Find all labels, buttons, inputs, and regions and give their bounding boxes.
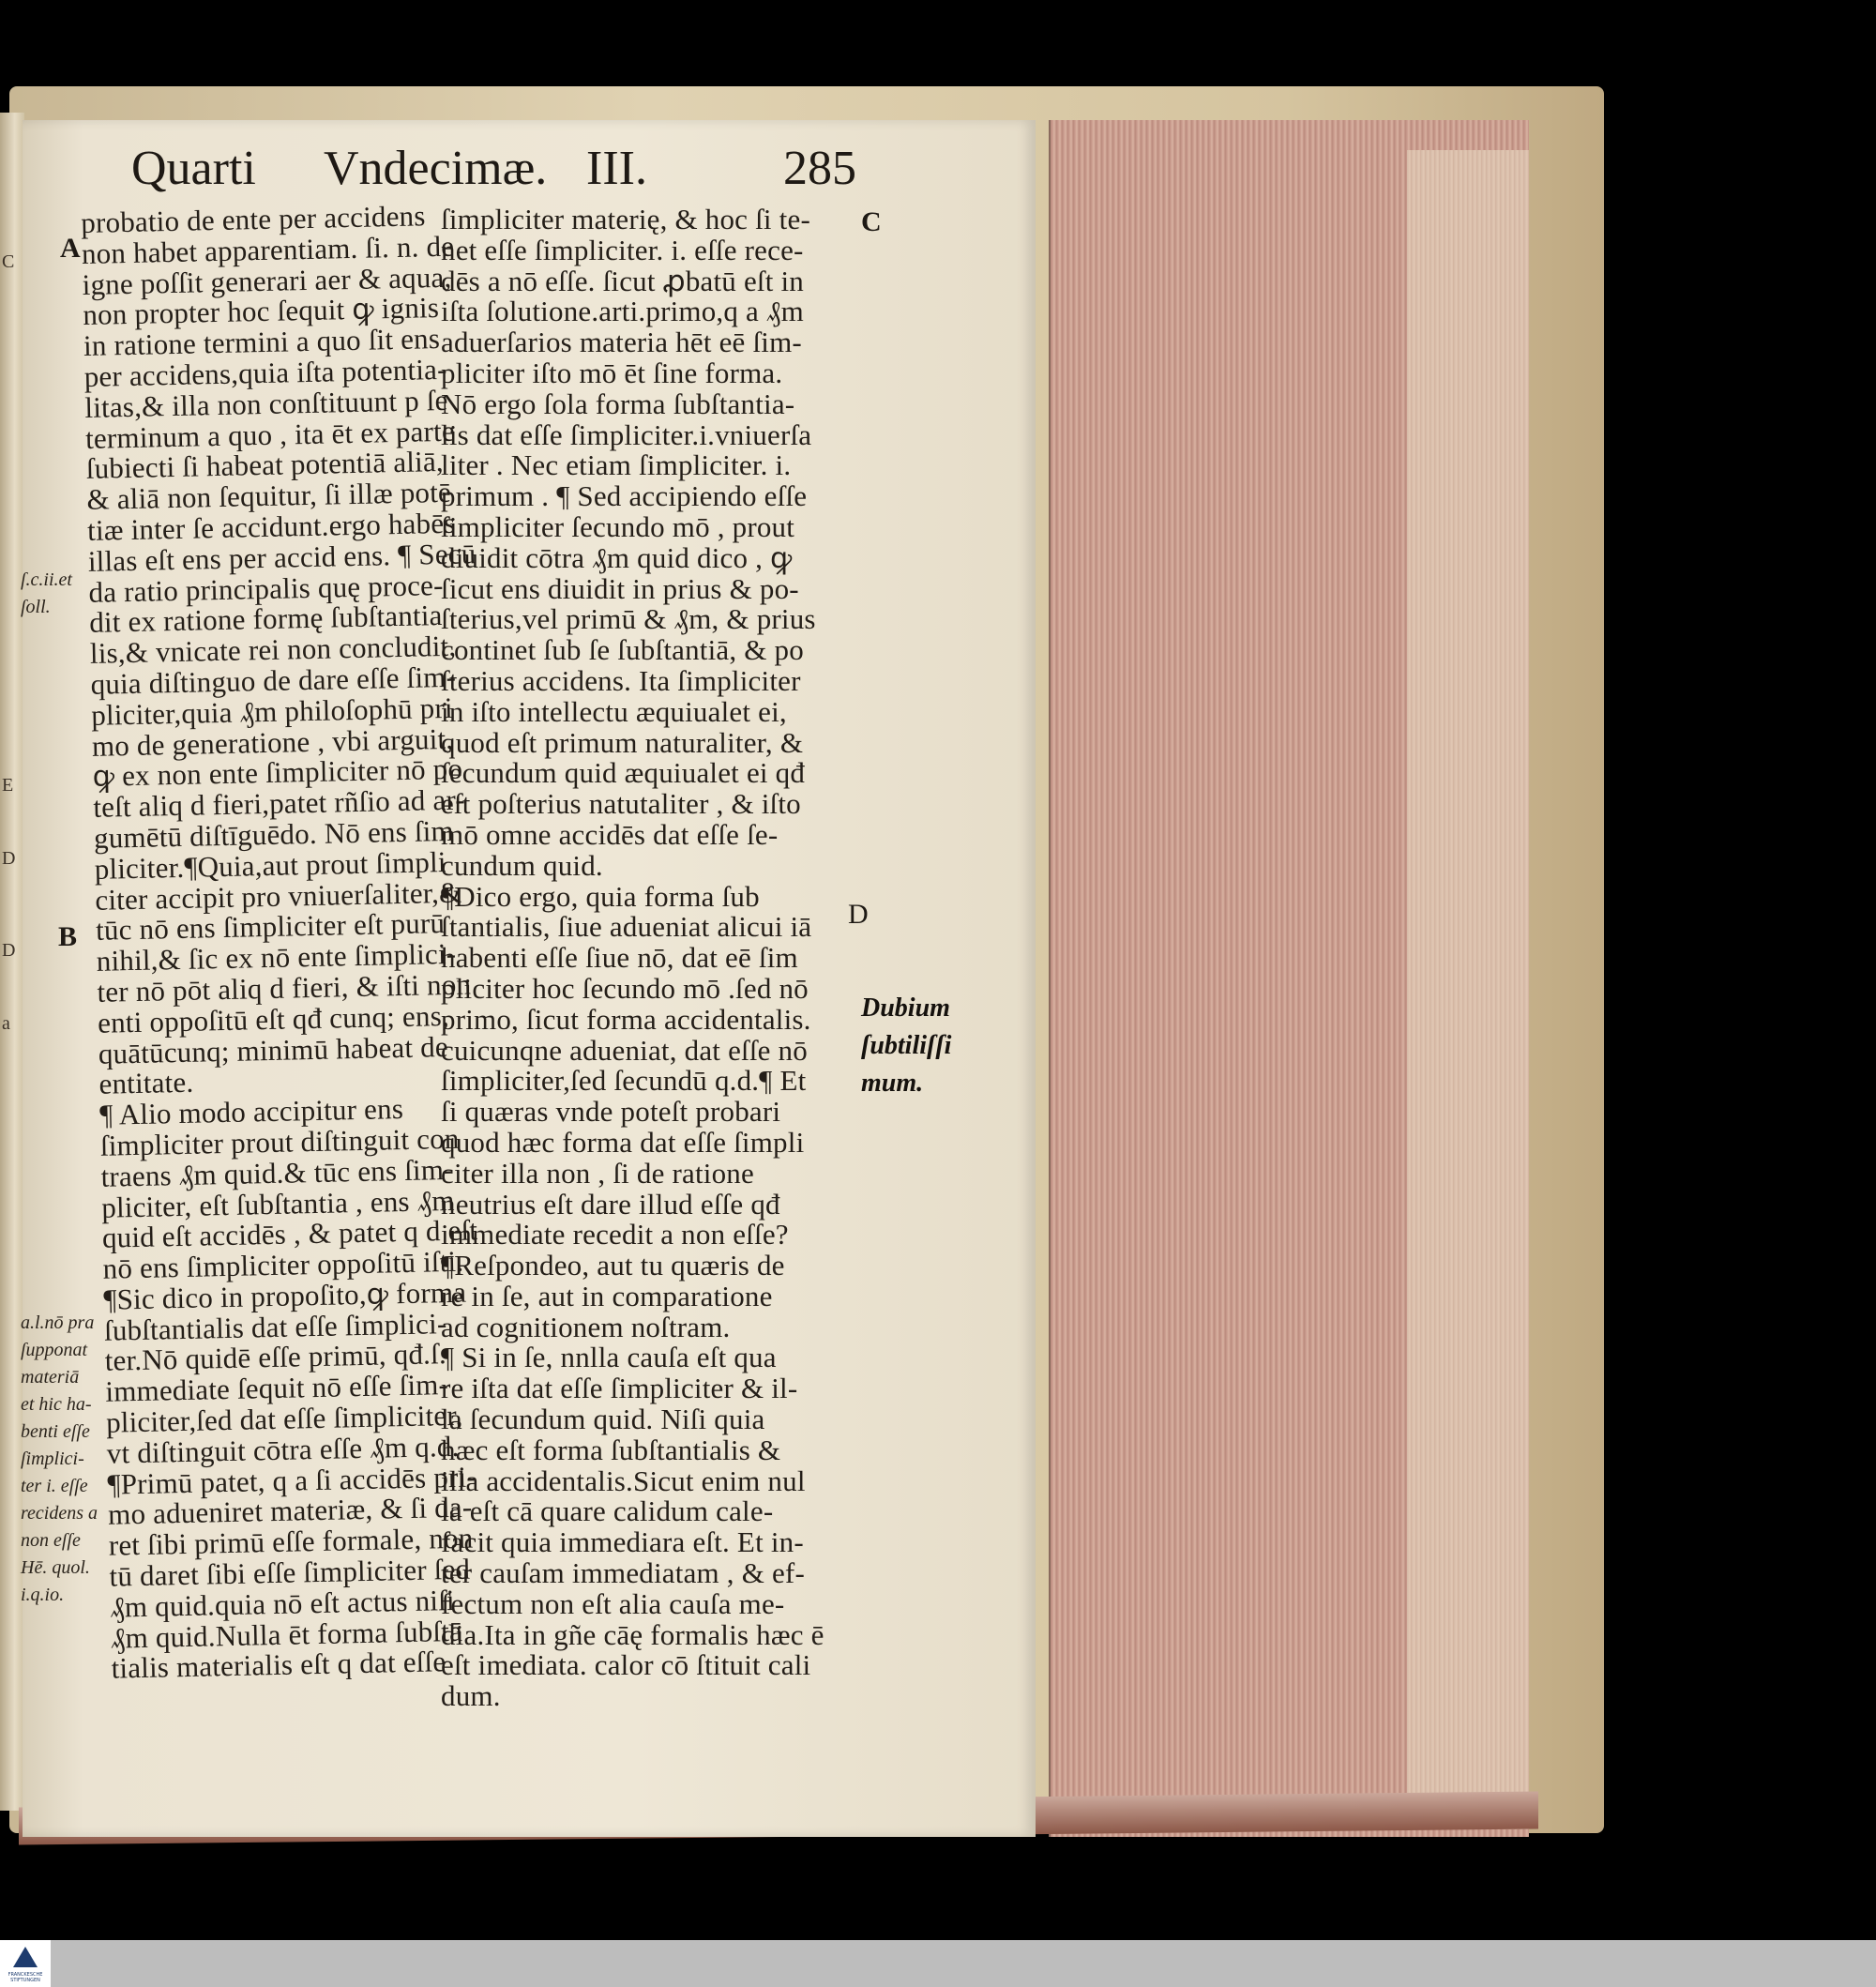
text-line: nō ens ſimpliciter oppoſitū iſti. bbox=[102, 1244, 464, 1285]
text-line: ſubſtantialis dat eſſe ſimplici- bbox=[103, 1306, 447, 1347]
text-line: in iſto intellectu æquiualet ei, bbox=[441, 694, 787, 728]
text-line: cundum quid. bbox=[441, 848, 603, 882]
text-line: mo de generatione , vbi arguit, bbox=[91, 721, 454, 763]
text-line: teſt aliq d fieri,patet rñſio ad ar- bbox=[93, 782, 466, 824]
note-line: mum. bbox=[861, 1069, 924, 1098]
text-line: ſimpliciter materię, & hoc ſi te- bbox=[441, 203, 810, 235]
text-line: immediate ſequit nō eſſe ſim- bbox=[105, 1368, 449, 1409]
logo-caption: FRANCKESCHE STIFTUNGEN bbox=[8, 1972, 43, 1983]
text-line: ₰m quid.Nulla ēt forma ſubſtā bbox=[110, 1614, 463, 1655]
margin-letter-d: D bbox=[848, 899, 869, 930]
text-line: quod eſt primum naturaliter, & bbox=[441, 725, 804, 759]
text-line: primum . ¶ Sed accipiendo eſſe bbox=[441, 479, 808, 513]
text-line: quid eſt accidēs , & patet q d eſt bbox=[101, 1213, 478, 1255]
text-line: lis dat eſſe ſimpliciter.i.vniuerſa bbox=[441, 417, 812, 451]
margin-gloss-lower bbox=[21, 1310, 98, 1609]
text-line: mo adueniret materiæ, & ſi da- bbox=[107, 1491, 473, 1532]
text-line: dit ex ratione formę ſubſtantia bbox=[88, 599, 443, 640]
text-line: mō omne accidēs dat eſſe ſe- bbox=[441, 817, 779, 851]
text-line: pliciter hoc ſecundo mō .ſed nō bbox=[441, 971, 809, 1005]
page-number: 285 bbox=[783, 142, 856, 195]
text-line: litas,& illa non conſtituunt p ſe bbox=[84, 383, 448, 424]
text-line: pliciter iſto mō ēt ſine forma. bbox=[441, 356, 783, 389]
gloss-line: ſupponat bbox=[21, 1340, 88, 1360]
text-line: ſtantialis, ſiue adueniat alicui iā bbox=[441, 910, 812, 944]
note-line: ſubtiliſſi bbox=[861, 1031, 952, 1060]
text-line: ¶Reſpondeo, aut tu quæris de bbox=[441, 1249, 785, 1282]
text-line: ¶ Si in ſe, nnlla cauſa eſt qua bbox=[441, 1341, 777, 1374]
header-article: III. bbox=[586, 142, 647, 195]
gloss-line: materiā bbox=[21, 1367, 80, 1388]
text-line: liter . Nec etiam ſimpliciter. i. bbox=[441, 448, 792, 482]
text-line: cuicunqne adueniat, dat eſſe nō bbox=[441, 1033, 808, 1067]
text-line: ſimpliciter ſecundo mō , prout bbox=[441, 509, 795, 543]
header-vndecimae: Vndecimæ. bbox=[324, 142, 548, 195]
margin-letter-b: B bbox=[58, 921, 78, 952]
gloss-line: ſoll. bbox=[21, 597, 51, 617]
margin-note-dubium bbox=[861, 990, 951, 1102]
text-line: per accidens,quia iſta potentia- bbox=[83, 352, 447, 393]
fragment-letter: D bbox=[2, 940, 16, 961]
gloss-line: non eſſe bbox=[21, 1530, 81, 1551]
fragment-letter: C bbox=[2, 251, 15, 272]
fragment-letter: E bbox=[2, 775, 14, 796]
text-line: aduerſarios materia hēt eē ſim- bbox=[441, 326, 802, 359]
text-line: ter nō pōt aliq d fieri, & iſti non bbox=[97, 967, 472, 1009]
text-line: nihil,& ſic ex nō ente ſimplici- bbox=[96, 936, 457, 978]
text-line: facit quia immediara eſt. Et in- bbox=[441, 1525, 804, 1559]
left-page-fragments bbox=[2, 244, 23, 1041]
text-line: ter.Nō quidē eſſe primū, qđ.ſ. bbox=[104, 1337, 447, 1378]
text-line: fectum non eſt alia cauſa me- bbox=[441, 1586, 785, 1620]
text-line: vt diſtinguit cōtra eſſe ₰m q.d. bbox=[106, 1429, 460, 1470]
text-line: ¶Primū patet, q a ſi accidēs pri- bbox=[107, 1460, 477, 1501]
text-line: tiæ inter ſe accidunt.ergo habēs bbox=[86, 506, 456, 547]
text-line: ret ſibi primū eſſe formale, non bbox=[108, 1521, 474, 1562]
text-line: igne poſſit generari aer & aqua, bbox=[82, 260, 452, 301]
text-line: tūc nō ens ſimpliciter eſt purū bbox=[95, 906, 446, 948]
fragment-letter: D bbox=[2, 848, 16, 869]
text-line: tialis materialis eſt q dat eſſe bbox=[111, 1645, 446, 1686]
gloss-line: ſimplici- bbox=[21, 1449, 84, 1469]
text-line: traens ₰m quid.& tūc ens ſim- bbox=[100, 1152, 454, 1193]
library-logo bbox=[0, 1940, 51, 1987]
gloss-line: i.q.io. bbox=[21, 1585, 65, 1605]
gloss-line: ſ.c.ii.et bbox=[21, 569, 72, 590]
text-line: da ratio principalis quę proce- bbox=[88, 568, 444, 609]
margin-letter-c: C bbox=[861, 206, 882, 237]
header-quarti: Quarti bbox=[131, 142, 256, 195]
text-line: citer illa non , ſi de ratione bbox=[441, 1156, 754, 1190]
text-line: ſimpliciter,ſed ſecundū q.d.¶ Et bbox=[441, 1064, 807, 1098]
text-line: re iſta dat eſſe ſimpliciter & il- bbox=[441, 1372, 798, 1405]
note-line: Dubium bbox=[861, 994, 950, 1023]
text-line: pliciter,quia ₰m philoſophū pri bbox=[90, 690, 454, 732]
text-line: enti oppoſitū eſt qđ cunq; ens, bbox=[97, 998, 450, 1039]
text-line: la ſecundum quid. Niſi quia bbox=[441, 1403, 765, 1436]
text-line: ſecundum quid æquiualet ei qđ bbox=[441, 756, 806, 790]
text-line: pliciter, eſt ſubſtantia , ens ₰m bbox=[100, 1183, 455, 1224]
text-line: probatio de ente per accidens bbox=[80, 199, 426, 239]
text-line: ¶Dico ergo, quia forma ſub bbox=[441, 879, 760, 913]
gloss-line: a.l.nō pra bbox=[21, 1312, 95, 1333]
text-line: quia diſtinguo de dare eſſe ſim- bbox=[90, 660, 457, 701]
text-line: eſt poſterius natutaliter , & iſto bbox=[441, 787, 801, 821]
text-line: ſterius accidens. Ita ſimpliciter bbox=[441, 663, 801, 697]
gloss-line: recidens a bbox=[21, 1503, 98, 1524]
text-line: quātūcunq; minimū habeat de bbox=[98, 1029, 449, 1070]
text-line: ꝙ ex non ente ſimpliciter nō po bbox=[92, 751, 463, 794]
left-text-column bbox=[80, 199, 478, 1686]
text-line: non habet apparentiam. ſi. n. de bbox=[81, 229, 455, 270]
text-line: non propter hoc ſequit ꝙ ignis bbox=[83, 291, 440, 332]
text-line: Nō ergo ſola forma ſubſtantia- bbox=[441, 387, 795, 420]
text-line: net eſſe ſimpliciter. i. eſſe rece- bbox=[441, 233, 804, 266]
text-line: diuidit cōtra ₰m quid dico , ꝙ bbox=[441, 540, 793, 574]
text-line: pliciter,ſed dat eſſe ſimpliciter, bbox=[105, 1398, 463, 1439]
text-line: pliciter.¶Quia,aut prout ſimpli bbox=[94, 844, 447, 886]
text-line: immediate recedit a non eſſe? bbox=[441, 1218, 789, 1251]
text-line: ſi quæras vnde poteſt probari bbox=[441, 1095, 781, 1129]
text-line: illa accidentalis.Sicut enim nul bbox=[441, 1464, 806, 1497]
text-line: eſt imediata. calor cō ſtituit cali bbox=[441, 1648, 811, 1682]
text-line: dum. bbox=[441, 1679, 501, 1713]
text-line: citer accipit pro vniuerſaliter,& bbox=[95, 875, 462, 917]
gloss-line: ter i. eſſe bbox=[21, 1476, 88, 1496]
text-line: quod hæc forma dat eſſe ſimpli bbox=[441, 1125, 805, 1159]
page-fore-edge-inner bbox=[1407, 150, 1529, 1829]
text-line: entitate. bbox=[98, 1066, 194, 1101]
right-text-column bbox=[441, 205, 844, 1712]
text-line: illas eſt ens per accid ens. ¶ Secū bbox=[87, 537, 477, 578]
text-line: iſta ſolutione.arti.primo,q a ₰m bbox=[441, 295, 804, 328]
margin-letter-a: A bbox=[60, 233, 81, 264]
text-line: ad cognitionem noſtram. bbox=[441, 1310, 731, 1343]
text-line: terminum a quo , ita ēt ex parte bbox=[84, 414, 456, 455]
text-line: & aliā non ſequitur, ſi illæ potē bbox=[86, 475, 452, 517]
gloss-line: Hē. quol. bbox=[21, 1557, 90, 1578]
text-line: hæc eſt forma ſubſtantialis & bbox=[441, 1433, 781, 1466]
logo-icon bbox=[13, 1947, 38, 1967]
fragment-letter: a bbox=[2, 1013, 10, 1034]
text-line: dia.Ita in gñe cāę formalis hæc ē bbox=[441, 1617, 825, 1651]
text-line: ¶Sic dico in propoſito,ꝙ forma bbox=[102, 1275, 467, 1316]
text-line: ₰m quid.quia nō eſt actus niſi bbox=[109, 1583, 456, 1624]
text-line: tū daret ſibi eſſe ſimpliciter ſed bbox=[109, 1552, 471, 1593]
text-line: ter cauſam immediatam , & ef- bbox=[441, 1556, 805, 1590]
text-line: continet ſub ſe ſubſtantiā, & po bbox=[441, 633, 804, 667]
running-header bbox=[131, 141, 882, 206]
text-line: gumētū diſtīguēdo. Nō ens ſim bbox=[93, 813, 455, 855]
text-line: primo, ſicut forma accidentalis. bbox=[441, 1002, 811, 1036]
margin-gloss-upper bbox=[21, 567, 72, 621]
text-line: habenti eſſe ſiue nō, dat eē ſim bbox=[441, 941, 798, 975]
text-line: in ratione termini a quo ſit ens bbox=[83, 322, 441, 363]
text-line: lis,& vnicate rei non concludit, bbox=[89, 629, 457, 671]
text-line: neutrius eſt dare illud eſſe qđ bbox=[441, 1187, 780, 1221]
text-line: re in ſe, aut in comparatione bbox=[441, 1279, 773, 1312]
text-line: ſicut ens diuidit in prius & po- bbox=[441, 571, 799, 605]
text-line: ſubiecti ſi habeat potentiā aliā, bbox=[85, 445, 445, 486]
viewer-footer-bar bbox=[0, 1940, 1876, 1987]
text-line: ſimpliciter prout diſtinguit con bbox=[99, 1121, 460, 1162]
text-line: dēs a nō eſſe. ſicut ꝓbatū eſt in bbox=[441, 264, 805, 297]
text-line: la eſt cā quare calidum cale- bbox=[441, 1494, 774, 1528]
text-line: ſterius,vel primū & ₰m, & prius bbox=[441, 602, 816, 636]
gloss-line: benti eſſe bbox=[21, 1421, 90, 1442]
text-line: ¶ Alio modo accipitur ens bbox=[98, 1092, 404, 1131]
gloss-line: et hic ha- bbox=[21, 1394, 92, 1415]
